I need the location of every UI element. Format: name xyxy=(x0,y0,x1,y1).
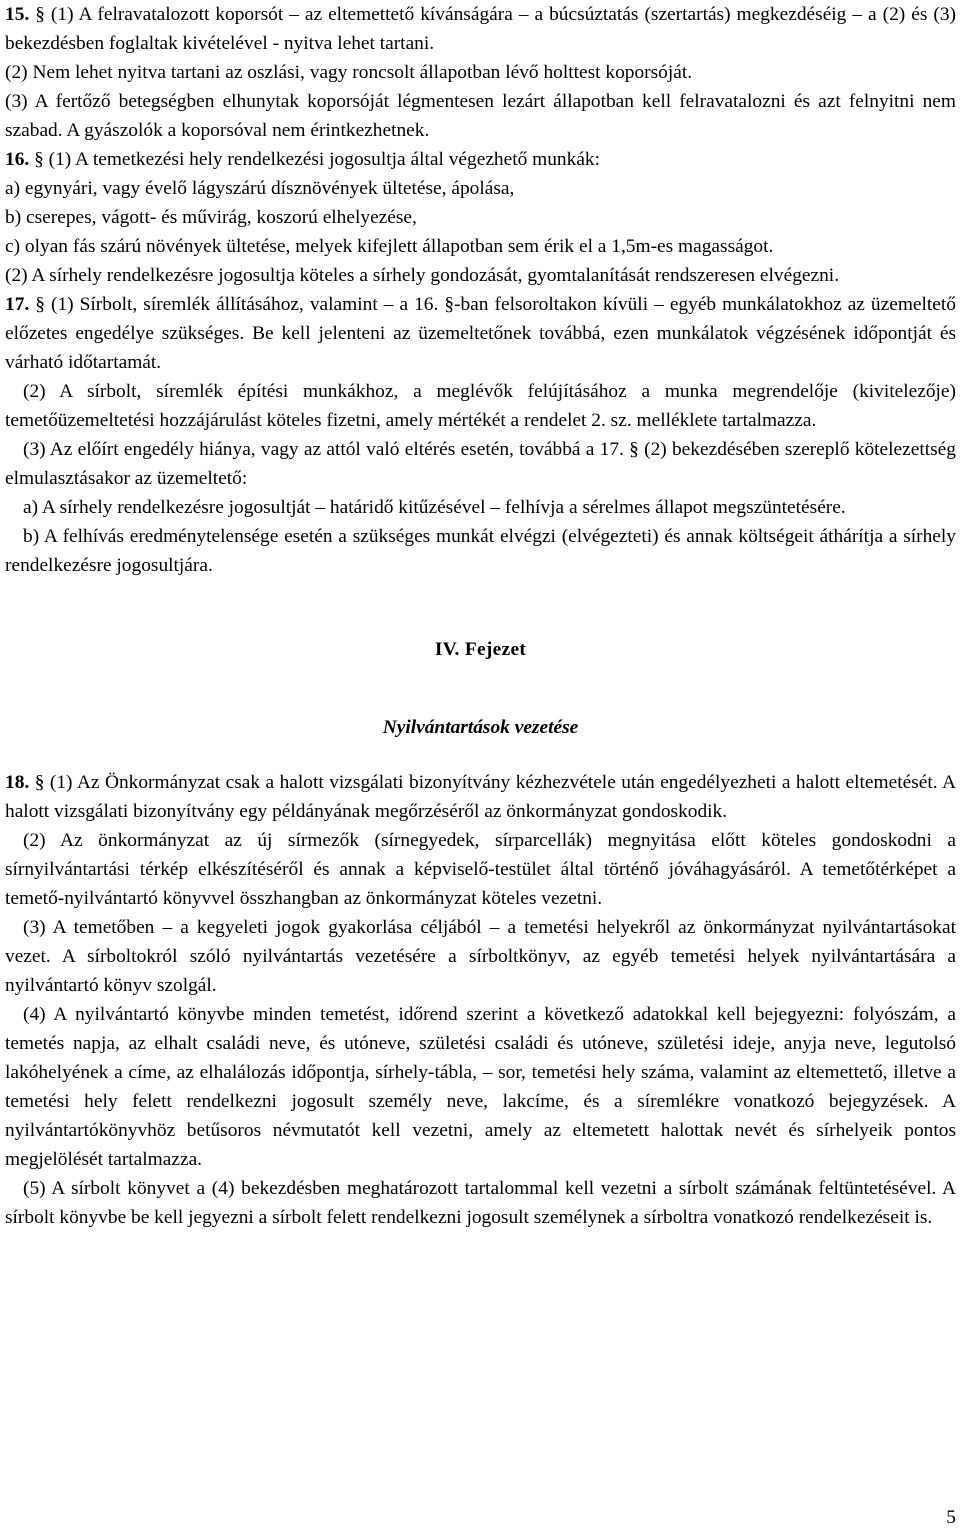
section-16-paragraph-1 xyxy=(5,145,956,174)
section-18-paragraph-3: (3) A temetőben – a kegyeleti jogok gyakorlása céljából – a temetési helyekről az önkormányzat nyilvántartásokat vezet. A sírboltokról szóló nyilvántartás vezetésére a sírboltkönyv, az egyéb temetési helyek nyilvántartására a nyilvántartó könyv szolgál. xyxy=(5,917,956,996)
section-17-paragraph-1 xyxy=(5,290,956,377)
section-15-text-1: § (1) A felravatalozott koporsót – az eltemettető kívánságára – a búcsúztatás (szertartás) megkezdéséig – a (2) és (3) bekezdésben foglaltak kivételével - nyitva lehet tartani. xyxy=(5,4,956,54)
section-15-number: 15. xyxy=(5,4,30,25)
section-17-item-a: a) A sírhely rendelkezésre jogosultját – határidő kitűzésével – felhívja a sérelmes állapot megszüntetésére. xyxy=(23,497,846,518)
section-18-paragraph-2: (2) Az önkormányzat az új sírmezők (sírnegyedek, sírparcellák) megnyitása előtt köteles gondoskodni a sírnyilvántartási térkép elkészítéséről és annak a képviselő-testület által történő jóváhagyásáról. A temetőtérképet a temető-nyilvántartó könyvvel összhangban az önkormányzat köteles vezetni. xyxy=(5,830,956,909)
section-18-text-1: § (1) Az Önkormányzat csak a halott vizsgálati bizonyítvány kézhezvétele után engedélyezheti a halott eltemetését. A halott vizsgálati bizonyítvány egy példányának megőrzéséről az önkormányzat gondoskodik. xyxy=(5,772,956,822)
section-16-text-1: § (1) A temetkezési hely rendelkezési jogosultja által végezhető munkák: xyxy=(34,149,601,170)
section-16-item-c: c) olyan fás szárú növények ültetése, melyek kifejlett állapotban sem érik el a 1,5m-es magasságot. xyxy=(5,236,774,257)
chapter-subtitle: Nyilvántartások vezetése xyxy=(382,717,579,738)
section-17-number: 17. xyxy=(5,294,30,315)
section-18-paragraph-4: (4) A nyilvántartó könyvbe minden temetést, időrend szerint a következő adatokkal kell bejegyezni: folyószám, a temetés napja, az elhalt családi neve, és utóneve, születési családi és utóneve, születési ideje, anyja neve, legutolsó lakóhelyének a címe, az elhalálozás időpontja, sírhely-tábla, – sor, temetési hely száma, valamint az eltemettető, illetve a temetési hely felett rendelkezni jogosult személy neve, lakcíme, és a síremlékre vonatkozó bejegyzések. A nyilvántartókönyvhöz betűsoros névmutatót kell vezetni, amely az eltemetett halottak nevét és sírhelyeik pontos megjelölését tartalmazza. xyxy=(5,1004,956,1170)
section-18-number: 18. xyxy=(5,772,30,793)
section-18-paragraph-1 xyxy=(5,768,956,826)
section-17-text-1: § (1) Sírbolt, síremlék állításához, valamint – a 16. §-ban felsoroltakon kívüli – egyéb munkálatokhoz az üzemeltető előzetes engedélye szükséges. Be kell jelenteni az üzemeltetőnek továbbá, ezen munkálatok végzésének időpontját és várható időtartamát. xyxy=(5,294,956,373)
section-17-paragraph-2: (2) A sírbolt, síremlék építési munkákhoz, a meglévők felújításához a munka megrendelője (kivitelezője) temetőüzemeltetési hozzájárulást köteles fizetni, amely mértékét a rendelet 2. sz. melléklete tartalmazza. xyxy=(5,381,956,431)
section-17-item-b: b) A felhívás eredménytelensége esetén a szükséges munkát elvégzi (elvégezteti) és annak költségeit áthárítja a sírhely rendelkezésre jogosultjára. xyxy=(5,526,956,576)
page-number: 5 xyxy=(946,1507,956,1528)
section-16-item-a: a) egynyári, vagy évelő lágyszárú dísznövények ültetése, ápolása, xyxy=(5,178,515,199)
section-17-paragraph-3: (3) Az előírt engedély hiánya, vagy az attól való eltérés esetén, továbbá a 17. § (2) bekezdésében szereplő kötelezettség elmulasztásakor az üzemeltető: xyxy=(5,439,956,489)
section-18-paragraph-5: (5) A sírbolt könyvet a (4) bekezdésben meghatározott tartalommal kell vezetni a sírbolt számának feltüntetésével. A sírbolt könyvbe be kell jegyezni a sírbolt felett rendelkezni jogosult személynek a sírboltra vonatkozó rendelkezéseit is. xyxy=(5,1178,956,1228)
section-15-paragraph-2: (2) Nem lehet nyitva tartani az oszlási, vagy roncsolt állapotban lévő holttest koporsóját. xyxy=(5,62,693,83)
chapter-title: IV. Fejezet xyxy=(434,639,527,660)
section-15-paragraph-3: (3) A fertőző betegségben elhunytak koporsóját légmentesen lezárt állapotban kell felravatalozni és azt felnyitni nem szabad. A gyászolók a koporsóval nem érintkezhetnek. xyxy=(5,91,956,141)
section-16-paragraph-2: (2) A sírhely rendelkezésre jogosultja köteles a sírhely gondozását, gyomtalanítását rendszeresen elvégezni. xyxy=(5,265,840,286)
document-page xyxy=(5,0,956,1232)
section-16-item-b: b) cserepes, vágott- és művirág, koszorú elhelyezése, xyxy=(5,207,417,228)
section-15-paragraph-1 xyxy=(5,0,956,58)
section-16-number: 16. xyxy=(5,149,30,170)
